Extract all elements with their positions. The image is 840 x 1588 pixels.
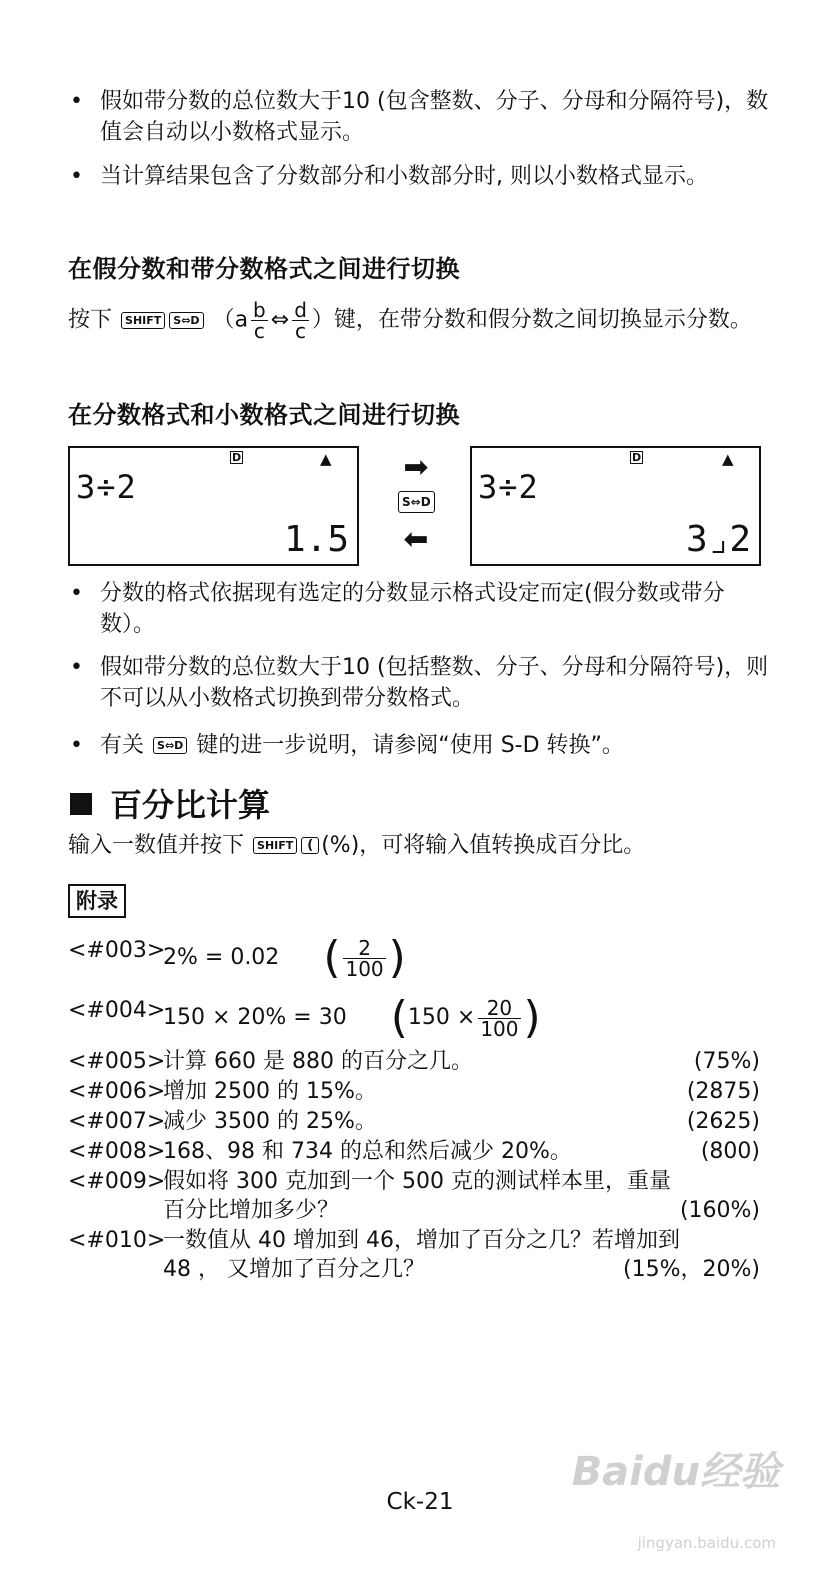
baidu-watermark-logo: Baidu经验 xyxy=(571,1449,780,1495)
text-suffix: 键，在带分数和假分数之间切换显示分数。 xyxy=(333,307,752,333)
display-result: 1.5 xyxy=(283,519,349,560)
display-expression: 3÷2 xyxy=(76,468,137,506)
example-004 xyxy=(68,992,760,1043)
percent-heading-text: 百分比计算 xyxy=(110,786,271,824)
example-text: 减少 3500 的 25%。 xyxy=(163,1109,377,1134)
example-text: 2% = 0.02 xyxy=(163,945,280,970)
example-text-line1: 一数值从 40 增加到 46，增加了百分之几？若增加到 xyxy=(163,1228,680,1253)
bullet-dot: • xyxy=(70,89,83,114)
example-code: <#003> xyxy=(68,938,166,963)
appendix-label: 附录 xyxy=(68,884,126,918)
paren-close: ) xyxy=(523,992,541,1043)
example-answer: (160%) xyxy=(679,1198,760,1223)
example-code: <#004> xyxy=(68,998,166,1023)
close-paren: ） xyxy=(311,307,334,333)
bullet-text: 当计算结果包含了分数部分和小数部分时, 则以小数格式显示。 xyxy=(100,164,708,189)
fraction-numerator: b xyxy=(253,298,266,322)
bullet-dot: • xyxy=(70,733,83,758)
degree-indicator: D xyxy=(632,451,642,464)
text-suffix: (%)，可将输入值转换成百分比。 xyxy=(321,833,646,858)
example-010 xyxy=(68,1226,760,1284)
example-009 xyxy=(68,1167,760,1225)
text-suffix: 键的进一步说明，请参阅“使用 S-D 转换”。 xyxy=(196,733,624,758)
example-007 xyxy=(68,1107,760,1136)
percent-description xyxy=(68,829,768,863)
section1-paragraph xyxy=(68,300,768,341)
degree-indicator: D xyxy=(232,451,242,464)
bullet-item xyxy=(70,86,770,148)
up-arrow-indicator-icon: ▲ xyxy=(722,450,734,468)
fraction-denominator: c xyxy=(292,320,309,341)
frac-prefix: 150 × xyxy=(407,1005,476,1030)
example-003 xyxy=(68,932,760,983)
sd-key-wrapper xyxy=(396,491,437,513)
example-text-line1: 假如将 300 克加到一个 500 克的测试样本里，重量 xyxy=(163,1169,671,1194)
fraction-numerator: 2 xyxy=(358,935,371,960)
baidu-watermark-url: jingyan.baidu.com xyxy=(637,1534,776,1552)
double-arrow-icon: ⇔ xyxy=(270,307,290,333)
example-text: 计算 660 是 880 的百分之几。 xyxy=(163,1049,473,1074)
example-005 xyxy=(68,1047,760,1076)
fraction-numerator: 20 xyxy=(486,995,513,1020)
fraction-b-over-c xyxy=(251,300,268,341)
example-text: 168、98 和 734 的总和然后减少 20%。 xyxy=(163,1139,572,1164)
example-answer: (15%，20%) xyxy=(623,1257,760,1282)
fraction-d-over-c xyxy=(292,300,309,341)
section-heading-fraction-decimal: 在分数格式和小数格式之间进行切换 xyxy=(68,401,460,429)
open-paren: （ xyxy=(212,307,235,333)
fraction-a: a xyxy=(234,307,249,333)
paren-open: ( xyxy=(323,932,341,983)
example-code: <#005> xyxy=(68,1049,166,1074)
bullet-dot: • xyxy=(70,164,83,189)
example-answer: (2625) xyxy=(686,1109,760,1134)
fraction-denominator: 100 xyxy=(345,956,384,981)
paren-key-icon: ( xyxy=(301,837,319,854)
bullet-text: 分数的格式依据现有选定的分数显示格式设定而定(假分数或带分数）。 xyxy=(100,581,725,637)
bullet-item xyxy=(70,730,770,761)
bullet-dot: • xyxy=(70,655,83,680)
example-answer: (800) xyxy=(700,1139,760,1164)
fraction-denominator: c xyxy=(251,320,268,341)
bullet-text: 假如带分数的总位数大于10 (包含整数、分子、分母和分隔符号)，数值会自动以小数格式显示。 xyxy=(100,89,769,145)
bullet-text: 假如带分数的总位数大于10 (包括整数、分子、分母和分隔符号)，则不可以从小数格式切换到带分数格式。 xyxy=(100,655,769,711)
up-arrow-indicator-icon: ▲ xyxy=(320,450,332,468)
display-expression: 3÷2 xyxy=(478,468,539,506)
example-text-line2: 48 ， 又增加了百分之几？ xyxy=(163,1257,425,1282)
example-text: 150 × 20% = 30 xyxy=(163,1005,347,1030)
bullet-item xyxy=(70,578,770,640)
bullet-item xyxy=(70,652,770,714)
example-answer: (2875) xyxy=(686,1079,760,1104)
text-prefix: 有关 xyxy=(100,733,145,758)
example-code: <#008> xyxy=(68,1139,166,1164)
calculator-display-decimal xyxy=(68,446,359,566)
example-text: 增加 2500 的 15%。 xyxy=(163,1079,377,1104)
paren-close: ) xyxy=(388,932,406,983)
arrow-left-icon: ⬅ xyxy=(403,522,429,557)
arrow-right-icon: ➡ xyxy=(403,450,429,485)
bullet-text xyxy=(100,730,770,761)
fraction-numerator: d xyxy=(294,298,307,322)
paren-open: ( xyxy=(390,992,408,1043)
sd-key-icon: S⇔D xyxy=(153,737,187,754)
fraction xyxy=(478,995,520,1041)
example-answer: (75%) xyxy=(693,1049,760,1074)
fraction-denominator: 100 xyxy=(480,1016,519,1041)
shift-key-icon: SHIFT xyxy=(253,837,297,854)
example-008 xyxy=(68,1137,760,1166)
example-code: <#009> xyxy=(68,1169,166,1194)
example-006 xyxy=(68,1077,760,1106)
shift-key-icon: SHIFT xyxy=(121,312,165,329)
square-bullet-icon xyxy=(70,793,92,815)
example-body xyxy=(163,992,760,1043)
fraction xyxy=(343,935,385,981)
example-code: <#010> xyxy=(68,1228,166,1253)
percent-heading xyxy=(70,780,270,826)
text-prefix: 输入一数值并按下 xyxy=(68,833,245,858)
example-code: <#006> xyxy=(68,1079,166,1104)
calculator-display-fraction xyxy=(470,446,761,566)
example-code: <#007> xyxy=(68,1109,166,1134)
example-text-line2: 百分比增加多少？ xyxy=(163,1198,340,1223)
section-heading-improper-mixed: 在假分数和带分数格式之间进行切换 xyxy=(68,255,460,283)
page-number: Ck-21 xyxy=(386,1489,454,1515)
text-prefix: 按下 xyxy=(68,307,113,333)
bullet-dot: • xyxy=(70,581,83,606)
sd-key-icon: S⇔D xyxy=(169,312,203,329)
bullet-item xyxy=(70,161,770,192)
sd-key-icon: S⇔D xyxy=(398,491,435,513)
display-result: 3⌟2 xyxy=(685,519,751,560)
example-body xyxy=(163,932,760,983)
